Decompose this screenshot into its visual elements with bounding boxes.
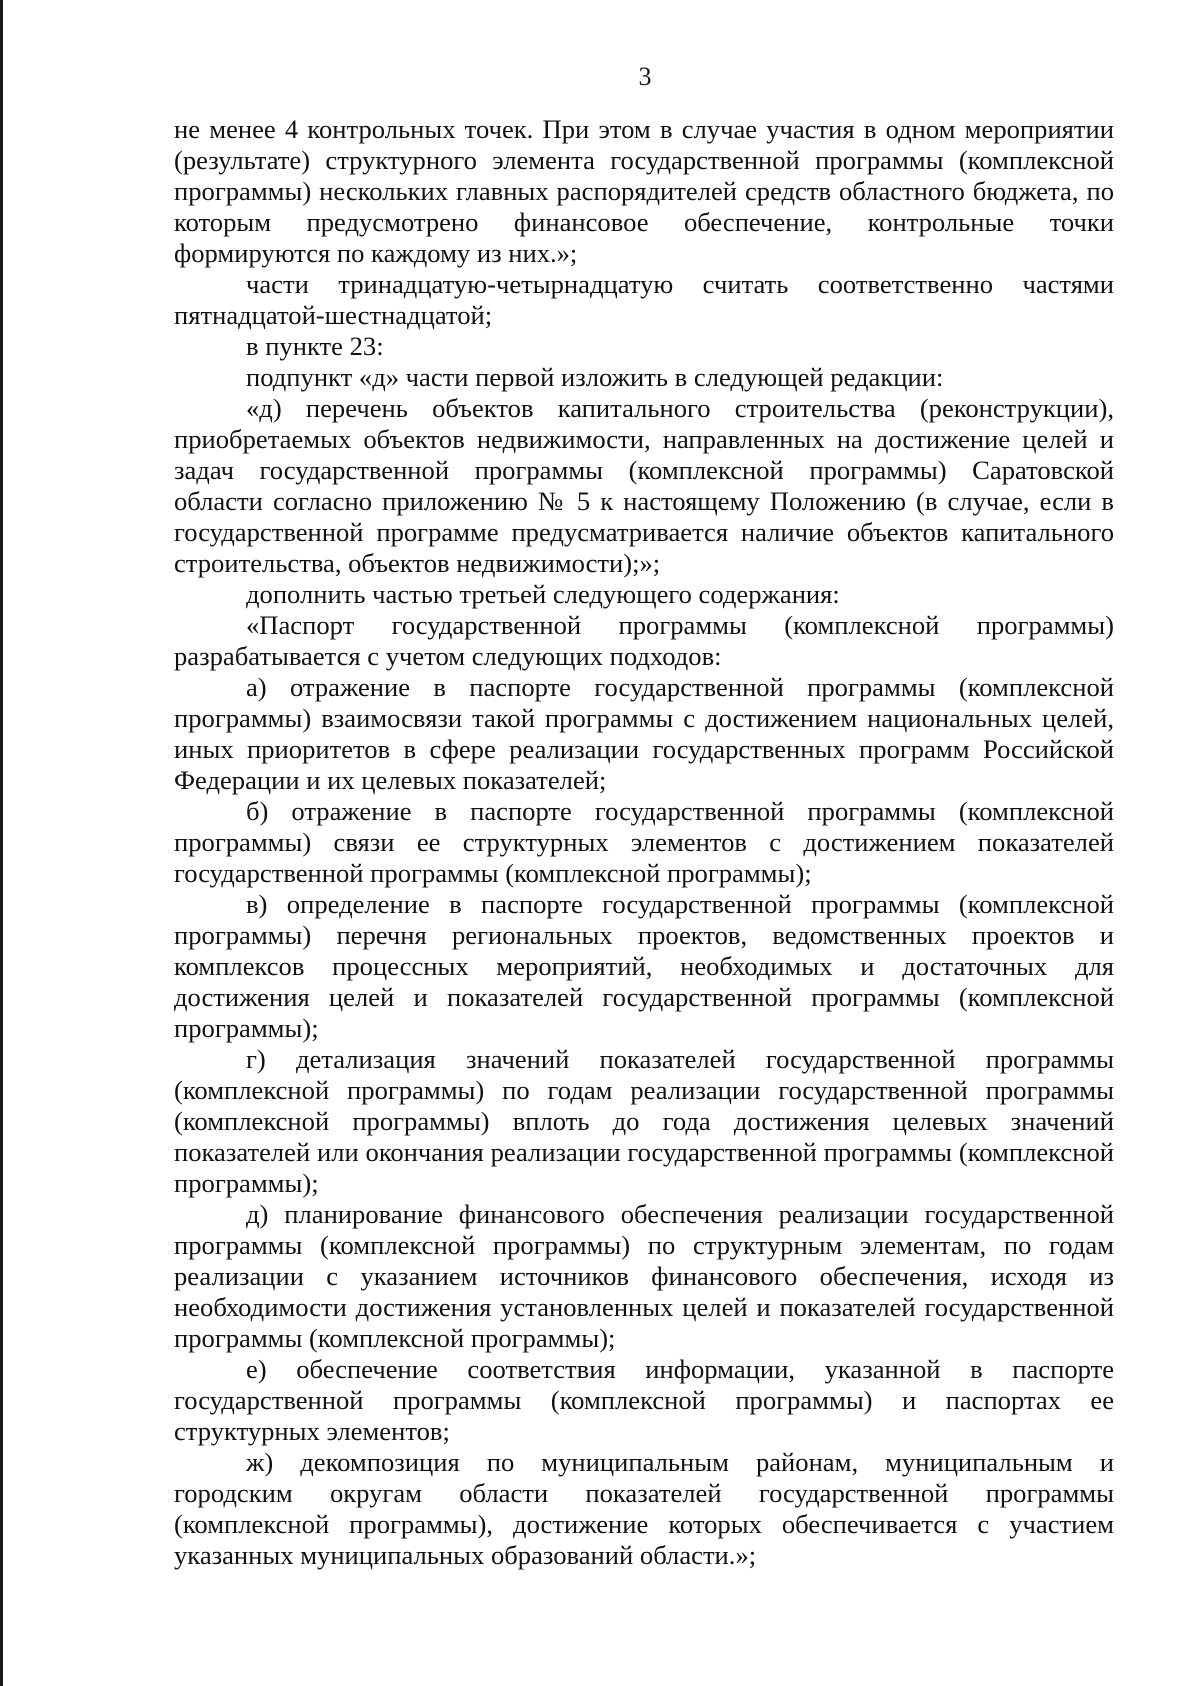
page-number: 3: [638, 62, 652, 91]
paragraph-9: б) отражение в паспорте государственной программы (комплексной программы) связи ее структурных элементов с достижением показателей государственной программы (комплексной программы);: [174, 796, 1114, 888]
paragraph-10: в) определение в паспорте государственной программы (комплексной программы) перечня региональных проектов, ведомственных проектов и комплексов процессных мероприятий, необходимых и достаточных для достижения целей и показателей государственной программы (комплексной программы);: [174, 889, 1114, 1043]
paragraph-11: г) детализация значений показателей государственной программы (комплексной программы) по годам реализации государственной программы (комплексной программы) вплоть до года достижения целевых значений показателей или окончания реализации государственной программы (комплексной программы);: [174, 1044, 1114, 1198]
paragraph-5: «д) перечень объектов капитального строительства (реконструкции), приобретаемых объектов недвижимости, направленных на достижение целей и задач государственной программы (комплексной программы) Саратовской области согласно приложению № 5 к настоящему Положению (в случае, если в государственной программе предусматривается наличие объектов капитального строительства, объектов недвижимости);»;: [174, 393, 1114, 578]
paragraph-13: е) обеспечение соответствия информации, указанной в паспорте государственной программы (комплексной программы) и паспортах ее структурных элементов;: [174, 1354, 1114, 1446]
paragraph-6: дополнить частью третьей следующего содержания:: [246, 579, 840, 609]
paragraph-1: не менее 4 контрольных точек. При этом в случае участия в одном мероприятии (результате) структурного элемента государственной программы (комплексной программы) нескольких главных распорядителей средств областного бюджета, по которым предусмотрено финансовое обеспечение, контрольные точки формируются по каждому из них.»;: [174, 114, 1114, 268]
paragraph-3: в пункте 23:: [246, 331, 384, 361]
document-text: [174, 114, 1114, 1571]
paragraph-8: а) отражение в паспорте государственной программы (комплексной программы) взаимосвязи такой программы с достижением национальных целей, иных приоритетов в сфере реализации государственных программ Российской Федерации и их целевых показателей;: [174, 672, 1114, 795]
paragraph-4: подпункт «д» части первой изложить в следующей редакции:: [246, 362, 944, 392]
paragraph-12: д) планирование финансового обеспечения реализации государственной программы (комплексной программы) по структурным элементам, по годам реализации с указанием источников финансового обеспечения, исходя из необходимости достижения установленных целей и показателей государственной программы (комплексной программы);: [174, 1199, 1114, 1353]
paragraph-14: ж) декомпозиция по муниципальным районам, муниципальным и городским округам области показателей государственной программы (комплексной программы), достижение которых обеспечивается с участием указанных муниципальных образований области.»;: [174, 1447, 1114, 1570]
paragraph-7: «Паспорт государственной программы (комплексной программы) разрабатывается с учетом следующих подходов:: [174, 610, 1114, 671]
paragraph-2: части тринадцатую-четырнадцатую считать соответственно частями пятнадцатой-шестнадцатой;: [174, 269, 1114, 330]
